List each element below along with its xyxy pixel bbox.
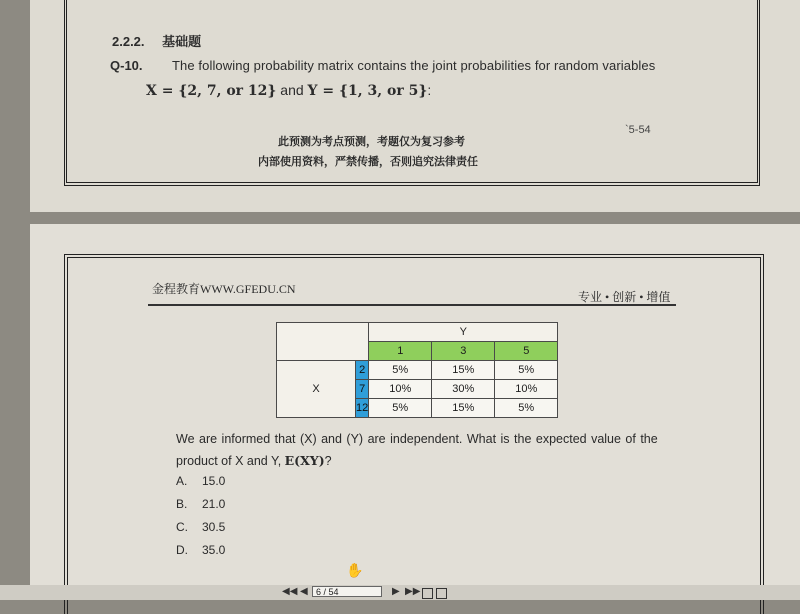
y-value: 1 <box>369 342 432 361</box>
question-label: Q-10. <box>110 58 143 73</box>
matrix-corner <box>277 323 369 361</box>
option-b <box>176 497 225 511</box>
option-letter: C. <box>176 520 188 534</box>
section-number: 2.2.2. <box>112 34 145 49</box>
matrix-cell: 5% <box>369 361 432 380</box>
hand-cursor-icon: ✋ <box>346 562 364 578</box>
question-variables <box>146 82 431 99</box>
option-a <box>176 474 225 488</box>
var-colon: : <box>427 82 432 98</box>
matrix-cell: 10% <box>369 380 432 399</box>
notice-line-2: 内部使用资料，严禁传播，否则追究法律责任 <box>258 156 478 168</box>
var-and: and <box>276 82 308 98</box>
x-header: X <box>277 361 356 418</box>
prev-page-icon[interactable]: ◀ <box>300 586 308 597</box>
option-value: 35.0 <box>202 543 226 557</box>
y-value: 5 <box>495 342 558 361</box>
single-page-icon[interactable] <box>422 588 433 599</box>
var-x-label: X = <box>146 83 179 99</box>
option-letter: A. <box>176 474 188 488</box>
y-value: 3 <box>432 342 495 361</box>
var-y-set: {1, 3, or 5} <box>339 83 428 99</box>
var-x-set: {2, 7, or 12} <box>178 83 277 99</box>
matrix-cell: 15% <box>432 361 495 380</box>
x-value: 2 <box>356 361 369 380</box>
option-letter: D. <box>176 543 188 557</box>
pdf-toolbar <box>0 585 800 600</box>
matrix-cell: 10% <box>495 380 558 399</box>
header-slogan: 专业 • 创新 • 增值 <box>578 290 671 304</box>
question-stem-line-2 <box>176 453 332 468</box>
matrix-cell: 5% <box>495 399 558 418</box>
last-page-icon[interactable]: ▶▶ <box>405 586 421 597</box>
current-page <box>30 224 800 600</box>
probability-matrix <box>276 322 558 418</box>
section-heading <box>112 31 201 50</box>
option-letter: B. <box>176 497 188 511</box>
header-brand: 金程教育WWW.GFEDU.CN <box>152 282 296 296</box>
option-c <box>176 520 225 534</box>
page-indicator[interactable]: 6 / 54 <box>312 586 382 597</box>
first-page-icon[interactable]: ◀◀ <box>282 586 298 597</box>
next-page-icon[interactable]: ▶ <box>392 586 400 597</box>
stem-text: product of X and Y, <box>176 454 285 468</box>
stem-end: ? <box>324 454 332 468</box>
matrix-cell: 15% <box>432 399 495 418</box>
page-reference: `5-54 <box>625 124 651 136</box>
x-value: 12 <box>356 399 369 418</box>
y-header: Y <box>369 323 558 342</box>
two-page-icon[interactable] <box>436 588 447 599</box>
option-value: 15.0 <box>202 474 226 488</box>
question-stem-line-1: We are informed that (X) and (Y) are independent. What is the expected value of the <box>176 432 658 446</box>
option-value: 21.0 <box>202 497 226 511</box>
section-title: 基础题 <box>162 34 202 49</box>
var-y-label: Y = <box>307 83 340 99</box>
stem-math: E(XY) <box>284 453 325 468</box>
matrix-cell: 30% <box>432 380 495 399</box>
x-value: 7 <box>356 380 369 399</box>
notice-line-1: 此预测为考点预测，考题仅为复习参考 <box>278 136 465 148</box>
header-rule <box>148 304 676 306</box>
option-value: 30.5 <box>202 520 226 534</box>
matrix-cell: 5% <box>495 361 558 380</box>
matrix-cell: 5% <box>369 399 432 418</box>
question-text: The following probability matrix contains the joint probabilities for random variables <box>172 58 656 73</box>
option-d <box>176 543 225 557</box>
